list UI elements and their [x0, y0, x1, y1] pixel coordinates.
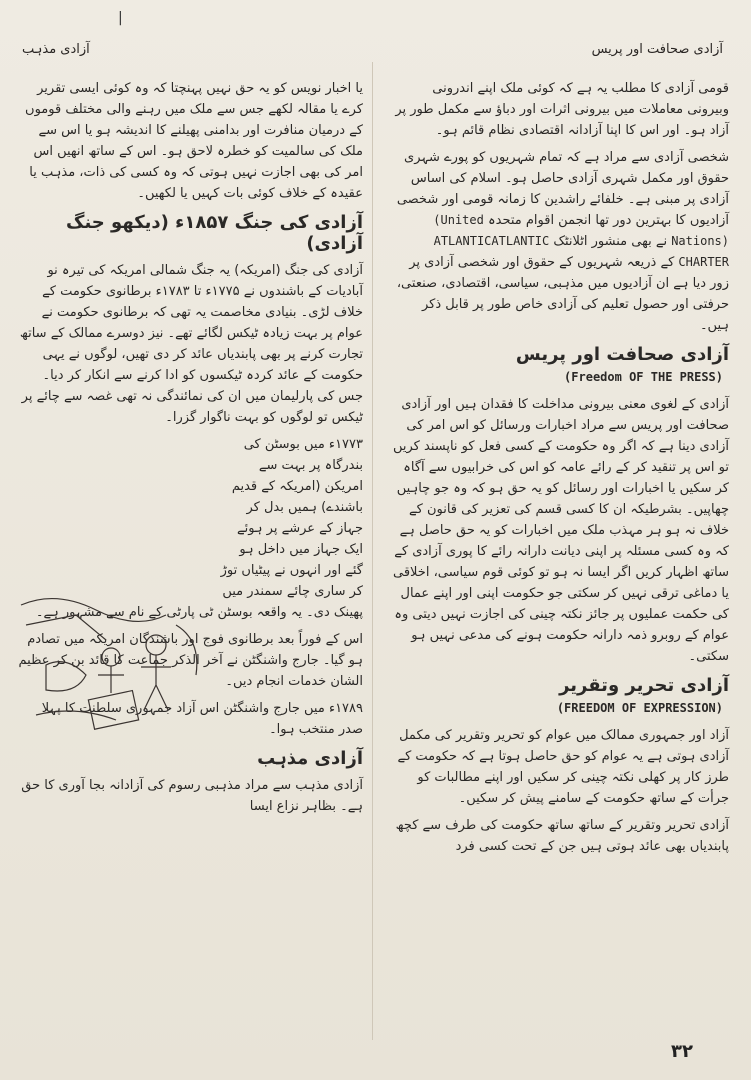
personal-freedom-text: شخصی آزادی سے مراد ہے کہ تمام شہریوں کو پورے شہری حقوق اور مکمل شہری آزادی حاصل ہو۔ اسلام کی اساس آزادی پر مبنی ہے۔ خلفائے راشدین کا زمانہ قومی اور شخصی آزادیوں کا بہترین دور تھا — [396, 150, 729, 228]
paragraph-press-freedom: آزادی کے لغوی معنی بیرونی مداخلت کا فقدان ہیں اور آزادی صحافت اور پریس سے مراد اخبارات ورسائل کو اس امر کی آزادی دینا ہے کہ اگر وہ حکومت کے کسی فعل کو ناپسند کریں تو اس پر تنقید کر کے رائے عامہ کو اس کی خرابیوں سے آگاہ کر سکیں یا اخبارات اور رسائل کو یہ حق ہو کہ وہ جو چاہیں چھاپیں۔ بشرطیکہ ان کا کسی قسم کی تعزیر کی قانون کے خلاف نہ ہو ہر مہذب ملک میں اخبارات کو یہ حق حاصل ہے کہ وہ کسی مسئلہ پر اپنی دیانت دارانہ رائے کا پوری آزادی کے ساتھ اظہار کریں اگر ایسا نہ ہو تو کوئی قوم سیاسی، اخلاقی یا دماغی ترقی نہیں کر سکتی جو حکومت اپنی اور اپنے عمال کی حکمت عملیوں پر جائز نکتہ چینی کی اجازت نہیں دیتی وہ عوام کے روبرو ذمہ دارانہ حکومت ہونے کی مدعی نہیں ہو سکتی۔ — [393, 397, 729, 664]
paragraph-religious-freedom: آزادی مذہب سے مراد مذہبی رسوم کی آزادانہ بجا آوری کا حق ہے۔ بظاہر نزاع ایسا — [21, 778, 363, 814]
heading-religious-freedom: آزادی مذہب — [257, 748, 363, 769]
paragraph-personal-freedom — [389, 147, 729, 336]
atlantic-intro: نے بھی منشور اٹلانٹک — [553, 234, 668, 249]
header-mark: | — [118, 10, 123, 26]
heading-war-1857: آزادی کی جنگ ۱۸۵۷ء (دیکھو جنگ آزادی) — [66, 212, 363, 254]
page-number: ۳۲ — [671, 1041, 693, 1062]
atlantic-text: کے ذریعہ شہریوں کے حقوق اور شخصی آزادی پر زور دیا ہے ان آزادیوں میں مذہبی، سیاسی، اقتصادی، صنعتی، حرفتی اور حصول تعلیم کی آزادی خاص طور پر قابل ذکر ہیں۔ — [396, 255, 729, 333]
paragraph-press-limits: یا اخبار نویس کو یہ حق نہیں پہنچتا کہ وہ کوئی ایسی تقریر کرے یا مقالہ لکھے جس سے ملک میں رہنے والی مختلف قوموں کے درمیان منافرت اور بدامنی پھیلنے کا اندیشہ ہو یا اس سے ملک کی سالمیت کو خطرہ لاحق ہو۔ اس کے ساتھ انھیں اس امر کی بھی اجازت نہیں ہوتی کہ وہ کسی کی ذات، مذہب یا عقیدہ کے خلاف کوئی بات کہیں یا لکھیں۔ — [25, 81, 363, 201]
un-english: (United Nations) — [433, 213, 729, 248]
paragraph-clash: اس کے فوراً بعد برطانوی فوج اور باشندگان امریکہ میں تصادم ہو گیا۔ جارج واشنگٹن نے آخر الذکر جماعت کا قائد بن کر عظیم الشان خدمات انجام دیں۔ — [18, 632, 363, 689]
paragraph-boston-tea-party: ۱۷۷۳ء میں بوسٹن کی بندرگاہ پر بہت سے امریکن (امریکہ کے قدیم باشندے) ہمیں بدل کر جہاز کے عرشے پر ہوئے ایک جہاز میں داخل ہو گئے اور انہوں نے پیٹیاں توڑ کر ساری چائے سمندر میں پھینک دی۔ یہ واقعہ بوسٹن ٹی پارٹی کے نام سے مشہور ہے۔ — [35, 437, 363, 620]
heading-expression-urdu: آزادی تحریر وتقریر — [559, 675, 729, 696]
heading-expression-english: (FREEDOM OF EXPRESSION) — [556, 701, 723, 715]
heading-press-freedom — [389, 344, 729, 388]
left-column — [18, 78, 363, 1040]
heading-press-urdu: آزادی صحافت اور پریس — [515, 344, 729, 365]
paragraph-washington: ۱۷۸۹ء میں جارج واشنگٹن اس آزاد جمہوری سلطنت کا پہلا صدر منتخب ہوا۔ — [41, 701, 363, 737]
column-divider — [372, 62, 373, 1040]
running-header-left: آزادی مذہب — [22, 42, 90, 57]
atlantic-charter-english: ATLANTICATLANTIC CHARTER — [433, 234, 729, 269]
illustration-spacer — [18, 434, 218, 599]
running-header-right: آزادی صحافت اور پریس — [591, 42, 723, 57]
paragraph-american-war: آزادی کی جنگ (امریکہ) یہ جنگ شمالی امریکہ کی تیرہ نو آبادیات کے باشندوں نے ۱۷۷۵ء تا ۱۷۸۳ء برطانوی حکومت کے خلاف لڑی۔ بنیادی مخاصمت یہ تھی کہ برطانوی حکومت نے عوام پر بہت زیادہ ٹیکس لگائے تھے۔ نیز دوسرے ممالک کے ساتھ تجارت کرنے پر بھی پابندیاں عائد کر دی تھیں، لوگوں نے یہی حکومت کے عائد کردہ ٹیکسوں کو ادا کرنے سے انکار کر دیا۔ جس کی پارلیمان میں ان کی نمائندگی نہ تھی غصہ سے چائے پر ٹیکس تو لوگوں کو بہت ناگوار گزرا۔ — [19, 263, 363, 425]
boston-tea-party-sketch — [16, 585, 216, 735]
un-urdu: انجمن اقوام متحدہ — [488, 213, 592, 228]
paragraph-restrictions: آزادی تحریر وتقریر کے ساتھ ساتھ حکومت کی طرف سے کچھ پابندیاں بھی عائد ہوتی ہیں جن کے تحت کسی فرد — [395, 818, 729, 854]
heading-press-english: (Freedom OF THE PRESS) — [564, 370, 723, 384]
paragraph-national-freedom: قومی آزادی کا مطلب یہ ہے کہ کوئی ملک اپنے اندرونی وبیرونی معاملات میں بیرونی اثرات اور دباؤ سے مکمل طور پر آزاد ہو۔ اور اس کا اپنا آزادانہ اقتصادی نظام قائم ہو۔ — [395, 81, 729, 138]
heading-expression-freedom — [389, 675, 729, 719]
paragraph-expression-freedom: آزاد اور جمہوری ممالک میں عوام کو تحریر وتقریر کی مکمل آزادی ہوتی ہے یہ عوام کو حق حاصل ہوتا ہے کہ حکومت کے طرز کار پر کھلی نکتہ چینی کر سکیں اور اپنے مطالبات کو جرأت کے ساتھ حکومت کے سامنے پیش کر سکیں۔ — [397, 728, 729, 806]
right-column — [389, 78, 729, 1040]
